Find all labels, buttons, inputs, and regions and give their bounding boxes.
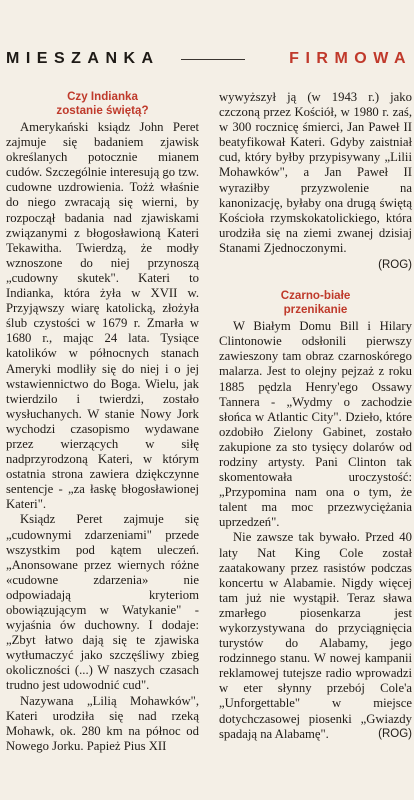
article1-title-line2: zostanie świętą? — [56, 104, 149, 117]
article2-title-line1: Czarno-białe — [280, 289, 351, 303]
article2-paragraph-2 — [219, 530, 412, 741]
article1-paragraph-1: Amerykański ksiądz John Peret zajmuje się badaniem zjawisk określanych potocznie mianem cudów. Szczególnie interesują go tzw. cudowne uzdrowienia. Tożż właśnie do niego zwracają się wierni, by rozpoczął badania nad zjawiskami związanymi z błogosławioną Kateri Tekawitha. Twierdzą, że modły wznoszone do niej przynoszą „cudowny skutek". Kateri to Indianka, która żyła w XVII w. Przyjąwszy wiarę katolicką, złożyła ślub czystości w 1679 r. Zmarła w 1680 r., mając 24 lata. Tysiące katolików w północnych stanach Ameryki modliły się do niej i o jej wstawiennictwo do Boga. Wielu, jak twierdzilo i twierdzi, zostało wysłuchanych. W stanie Nowy Jork wychodzi czasopismo wydawane przez wierzących w siłę nadprzyrodzoną Kateri, w którym ostatnia strona zawiera dziękczynne sentencje - „za łaskę błogosławionej Kateri". — [6, 120, 199, 512]
article2-title-line2: przenikanie — [283, 303, 348, 317]
article1-signature: (ROG) — [378, 259, 412, 272]
section-header-right-word: FIRMOWA — [289, 50, 412, 67]
article1-title — [6, 90, 199, 118]
article2-paragraph-1: W Białym Domu Bill i Hilary Clintonowie odsłonili pierwszy zawieszony tam obraz czarnoskórego malarza. Jest to olejny pejzaż z roku 1885 pędzla Henry'ego Ossawy Tannera - „Wydmy o zachodzie słońca w Atlantic City". Dzieło, które ozdobiło Zielony Gabinet, zostało zakupione za sto tysięcy dolarów od rodziny artysty. Pani Clinton tak skomentowała uroczystość: „Przypomina nam ona o tym, że talent ma moc przezwyciężania uprzedzeń". — [219, 319, 412, 530]
article2-paragraph-2-text: Nie zawsze tak bywało. Przed 40 laty Nat King Cole został zaatakowany przez rasistów podczas koncertu w Alabamie. Nigdy więcej tam już nie wystąpił. Teraz sława zmarłego piosenkarza jest wykorzystywana do przyciągnięcia turystów do Alabamy, jego rodzinnego stanu. W nowej kampanii reklamowej tutejsze radio wprowadzi w eter słynny przebój Cole'a „Unforgettable" w miejsce dotychczasowej piosenki „Gwiazdy spadają na Alabamę". — [219, 530, 412, 741]
article2-title — [219, 289, 412, 317]
right-column — [219, 90, 412, 742]
article1-paragraph-3b: wywyższył ją (w 1943 r.) jako czczoną przez Kościół, w 1980 r. zaś, w 300 rocznicę śmierci, Jan Paweł II beatyfikował Kateri. Gdyby zaistniał cud, który byłby przypisywany „Lilii Mohawków", a Jan Paweł II wyraziłby przyzwolenie na kanonizację, byłaby ona drugą świętą Kościoła rzymskokatolickiego, która urodziła się na ziemi zwanej dzisiaj Stanami Zjednoczonymi. — [219, 90, 412, 255]
article1-paragraph-2: Ksiądz Peret zajmuje się „cudownymi zdarzeniami" przede wszystkim pod kątem uleczeń. „Anonsowane przez wiernych różne «cudowne zdarzenia» nie odpowiadają kryteriom obowiązującym w Watykanie" - wyjaśnia ów duchowny. I dodaje: „Zbyt łatwo dają się te zjawiska wytłumaczyć jako szczęśliwy zbieg okoliczności (...) W naszych czasach trudno jest udowodnić cud". — [6, 512, 199, 693]
section-header — [0, 44, 414, 76]
left-column — [6, 90, 199, 754]
article1-title-line1: Czy Indianka — [67, 90, 138, 103]
header-divider-line — [181, 59, 245, 60]
article1-paragraph-3a: Nazywana „Lilią Mohawków", Kateri urodziła się nad rzeką Mohawk, ok. 280 km na północ od Nowego Jorku. Papież Pius XII — [6, 693, 199, 753]
article2-signature: (ROG) — [378, 727, 412, 740]
section-header-left-word: MIESZANKA — [6, 50, 160, 67]
article2 — [219, 289, 412, 742]
